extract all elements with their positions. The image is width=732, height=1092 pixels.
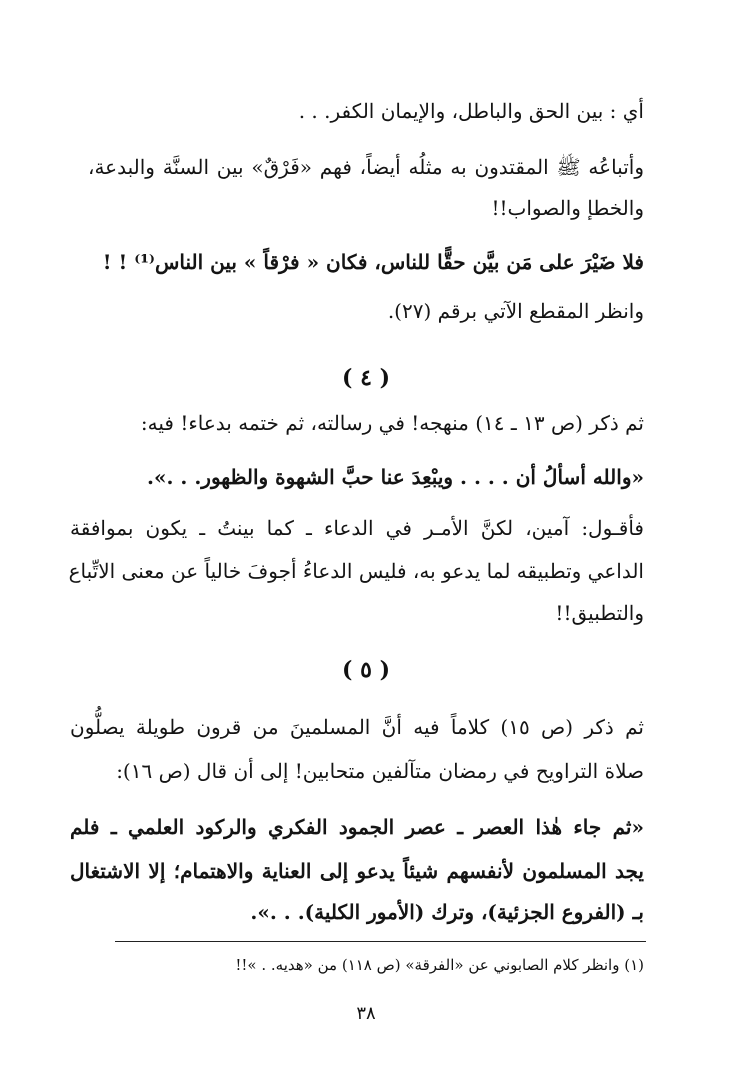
text-line-11: ثم ذكر (ص ١٥) كلاماً فيه أنَّ المسلمينَ من قرون طويلة يصلُّون: [70, 715, 644, 739]
text-line-1: أي : بين الحق والباطل، والإيمان الكفر. . .: [298, 99, 644, 123]
text-line-4: فلا ضَيْرَ على مَن بيَّن حقًّا للناس، فكان « فرْقاً » بين الناس⁽¹⁾ ! !: [102, 250, 644, 274]
text-line-12: صلاة التراويح في رمضان متآلفين متحابين! إلى أن قال (ص ١٦):: [116, 759, 644, 783]
page-number: ٣٨: [356, 1003, 376, 1024]
text-line-9: الداعي وتطبيقه لما يدعو به، فليس الدعاءُ أجوفَ خالياً عن معنى الاتِّباع: [68, 559, 644, 583]
text-line-3: والخطإ والصواب!!: [491, 196, 644, 220]
footnote: (١) وانظر كلام الصابوني عن «الفرقة» (ص ١١٨) من «هديه. . »!!: [235, 956, 644, 974]
quote-line-4: بـ (الفروع الجزئية)، وترك (الأمور الكلية). . .».: [250, 900, 644, 924]
text-line-8: فأقـول: آمين، لكنَّ الأمـر في الدعاء ـ كما بينتُ ـ يكون بموافقة: [70, 516, 644, 540]
section-heading-5: ( ٥ ): [342, 657, 390, 683]
text-line-5: وانظر المقطع الآتي برقم (٢٧).: [387, 299, 644, 323]
text-line-10: والتطبيق!!: [555, 601, 644, 625]
text-line-2: وأتباعُه ﷺ المقتدون به مثلُه أيضاً، فهم «فَرْقٌ» بين السنَّة والبدعة،: [88, 155, 644, 179]
footnote-rule: [115, 941, 646, 942]
quote-line-3: يجد المسلمون لأنفسهم شيئاً يدعو إلى العناية والاهتمام؛ إلا الاشتغال: [70, 859, 644, 883]
section-heading-4: ( ٤ ): [342, 365, 390, 391]
quote-line-2: «ثم جاء هٰذا العصر ـ عصر الجمود الفكري والركود العلمي ـ فلم: [70, 815, 644, 839]
text-line-6: ثم ذكر (ص ١٣ ـ ١٤) منهجه! في رسالته، ثم ختمه بدعاء! فيه:: [140, 411, 644, 435]
quote-line-1: «والله أسألُ أن . . . . ويبْعِدَ عنا حبَّ الشهوة والظهور. . .».: [147, 465, 644, 489]
